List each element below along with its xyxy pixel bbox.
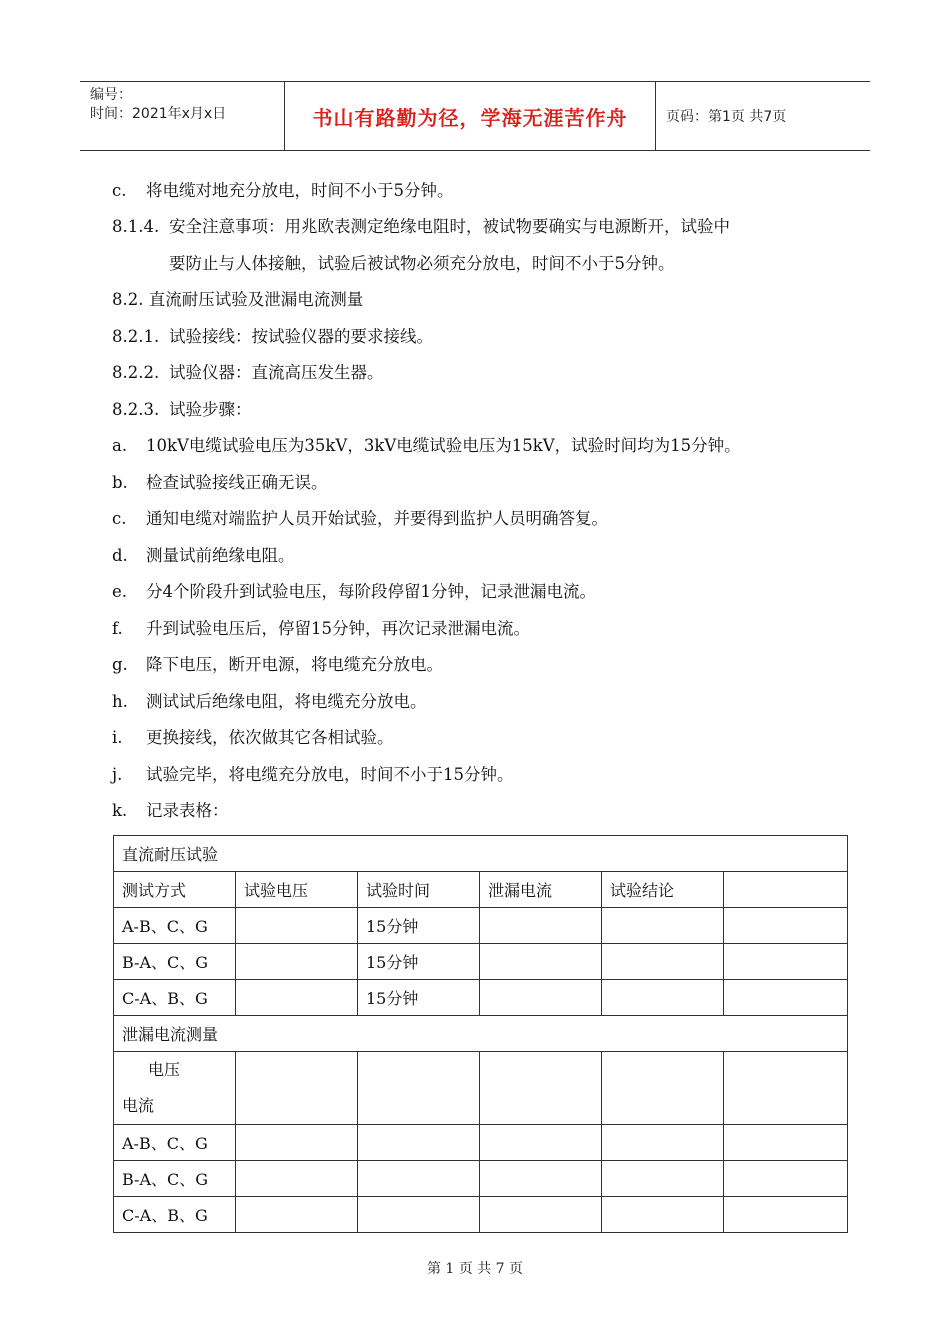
diagonal-header-cell [114,1052,236,1125]
header-divider [655,82,656,150]
table-section-row [114,836,848,872]
table-row [114,1197,848,1233]
table-cell [480,1197,602,1233]
section-heading: 8.2.2. 试验仪器：直流高压发生器。 [112,363,384,382]
table-cell: 15分钟 [358,944,480,980]
header-motto: 书山有路勤为径，学海无涯苦作舟 [312,105,628,130]
table-cell [236,1125,358,1161]
table-row [114,944,848,980]
table-cell [724,980,848,1016]
table-cell [602,944,724,980]
table-cell [480,908,602,944]
list-item: d. 测量试前绝缘电阻。 [112,546,295,565]
table-header-cell: 试验时间 [358,872,480,908]
table-cell [724,908,848,944]
diag-voltage-label: 电压 [148,1060,181,1079]
table-section-title: 泄漏电流测量 [114,1016,848,1052]
table-cell [602,908,724,944]
table-cell [602,1125,724,1161]
table-cell [480,944,602,980]
diag-current-label: 电流 [122,1096,155,1115]
table-header-row [114,872,848,908]
table-row [114,908,848,944]
table-cell [236,908,358,944]
table-cell [480,980,602,1016]
table-cell [724,1052,848,1125]
paragraph-continuation: 要防止与人体接触，试验后被试物必须充分放电，时间不小于5分钟。 [169,254,675,273]
table-header-cell: 试验电压 [236,872,358,908]
section-heading: 8.2. 直流耐压试验及泄漏电流测量 [112,290,364,309]
header-page-number: 页码：第1页 共7页 [666,109,787,125]
list-item: j. 试验完毕，将电缆充分放电，时间不小于15分钟。 [112,765,514,784]
table-section-title: 直流耐压试验 [114,836,848,872]
list-item: b. 检查试验接线正确无误。 [112,473,328,492]
table-cell [236,1052,358,1125]
table-section-row [114,1016,848,1052]
table-cell [724,944,848,980]
table-cell [236,980,358,1016]
table-cell [358,1052,480,1125]
table-cell [602,1197,724,1233]
table-row [114,1125,848,1161]
table-cell [724,1161,848,1197]
table-cell: B-A、C、G [114,1161,236,1197]
table-cell [236,1197,358,1233]
list-item: h. 测试试后绝缘电阻，将电缆充分放电。 [112,692,427,711]
table-row [114,1161,848,1197]
table-cell [480,1161,602,1197]
table-cell [724,1125,848,1161]
section-heading: 8.2.3. 试验步骤： [112,400,252,419]
table-cell: 15分钟 [358,908,480,944]
page-footer: 第 1 页 共 7 页 [426,1261,524,1277]
list-item: f. 升到试验电压后，停留15分钟，再次记录泄漏电流。 [112,619,530,638]
table-cell [358,1161,480,1197]
table-cell: 15分钟 [358,980,480,1016]
table-cell [358,1197,480,1233]
table-header-cell: 测试方式 [114,872,236,908]
table-cell: C-A、B、G [114,1197,236,1233]
list-item: i. 更换接线，依次做其它各相试验。 [112,728,394,747]
table-header-cell: 泄漏电流 [480,872,602,908]
header-meta [90,86,226,124]
table-row [114,980,848,1016]
list-item: k. 记录表格： [112,801,229,820]
doc-code-label: 编号： [90,87,132,103]
table-cell [236,944,358,980]
doc-time-label: 时间：2021年x月x日 [90,106,227,122]
table-cell [724,1197,848,1233]
list-item: g. 降下电压，断开电源，将电缆充分放电。 [112,655,443,674]
table-cell: A-B、C、G [114,908,236,944]
table-cell [602,980,724,1016]
table-cell [358,1125,480,1161]
table-header-cell: 试验结论 [602,872,724,908]
section-heading: 8.1.4. 安全注意事项：用兆欧表测定绝缘电阻时，被试物要确实与电源断开，试验中 [112,217,730,236]
table-cell [480,1052,602,1125]
list-item: a. 10kV电缆试验电压为35kV，3kV电缆试验电压为15kV，试验时间均为15分钟。 [112,436,741,455]
table-cell: B-A、C、G [114,944,236,980]
table-header-row [114,1052,848,1125]
table-cell: C-A、B、G [114,980,236,1016]
list-item: c. 将电缆对地充分放电，时间不小于5分钟。 [112,181,454,200]
record-table [113,835,848,1233]
table-cell: A-B、C、G [114,1125,236,1161]
table-cell [236,1161,358,1197]
table-cell [602,1052,724,1125]
section-heading: 8.2.1. 试验接线：按试验仪器的要求接线。 [112,327,433,346]
page-header [80,81,870,151]
table-cell [602,1161,724,1197]
table-header-cell [724,872,848,908]
table-cell [480,1125,602,1161]
list-item: c. 通知电缆对端监护人员开始试验，并要得到监护人员明确答复。 [112,509,608,528]
list-item: e. 分4个阶段升到试验电压，每阶段停留1分钟，记录泄漏电流。 [112,582,596,601]
